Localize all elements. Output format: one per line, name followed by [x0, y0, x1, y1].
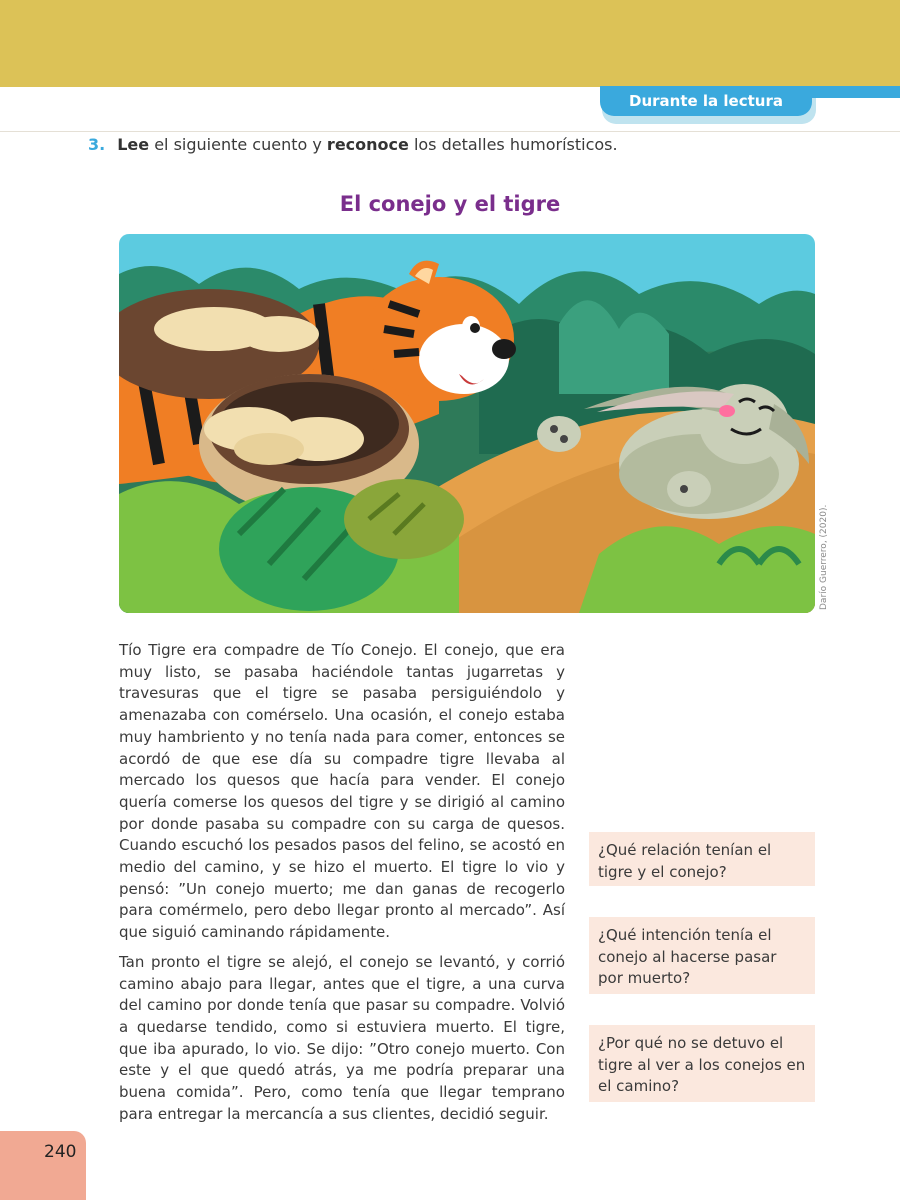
header-divider [0, 131, 900, 132]
story-text [119, 640, 565, 1133]
illustration-credit [815, 504, 839, 612]
instruction-verb-recognize: reconoce [326, 135, 409, 154]
page-number: 240 [44, 1142, 77, 1162]
section-tab-tail [800, 86, 900, 98]
instruction-text-end: los detalles humorísticos. [408, 135, 618, 154]
story-illustration [119, 234, 815, 613]
instruction-text-middle: el siguiente cuento y [149, 135, 327, 154]
margin-question: ¿Qué intención tenía el conejo al hacerse pasar por muerto? [589, 917, 815, 994]
story-paragraph: Tan pronto el tigre se alejó, el conejo se levantó, y corrió camino abajo para llegar, antes que el tigre, a una curva del camino por donde tenía que pasar su compadre. Volvió a quedarse tendido, como si estuviera muerto. El tigre, que iba apurado, lo vio. Se dijo: ”Otro conejo muerto. Con este y el que quedó atrás, ya me podría preparar una buena comida”. Pero, como tenía que llegar temprano para entregar la mercancía a sus clientes, decidió seguir. [119, 952, 565, 1123]
activity-instruction [88, 134, 788, 156]
story-title: El conejo y el tigre [339, 192, 561, 216]
top-color-band [0, 0, 900, 87]
section-tab [600, 86, 900, 126]
illustration-credit-text: Darío Guerrero, (2020). [819, 504, 829, 610]
margin-question: ¿Qué relación tenían el tigre y el conejo? [589, 832, 815, 886]
instruction-verb-read: Lee [117, 135, 150, 154]
margin-question: ¿Por qué no se detuvo el tigre al ver a los conejos en el camino? [589, 1025, 815, 1102]
activity-number: 3. [88, 135, 106, 154]
section-label: Durante la lectura [629, 92, 783, 110]
story-paragraph: Tío Tigre era compadre de Tío Conejo. El conejo, que era muy listo, se pasaba haciéndole tantas jugarretas y travesuras que el tigre se pasaba persiguiéndolo y amenazaba con comérselo. Una ocasión, el conejo estaba muy hambriento y no tenía nada para comer, entonces se acordó de que ese día su compadre tigre llevaba al mercado los quesos que hacía para vender. El conejo quería comerse los quesos del tigre y se dirigió al camino por donde pasaba su compadre con su carga de quesos. Cuando escuchó los pesados pasos del felino, se acostó en medio del camino, y se hizo el muerto. El tigre lo vio y pensó: ”Un conejo muerto; me dan ganas de recogerlo para comérmelo, pero debo llegar pronto al mercado”. Así que siguió caminando rápidamente. [119, 641, 565, 942]
